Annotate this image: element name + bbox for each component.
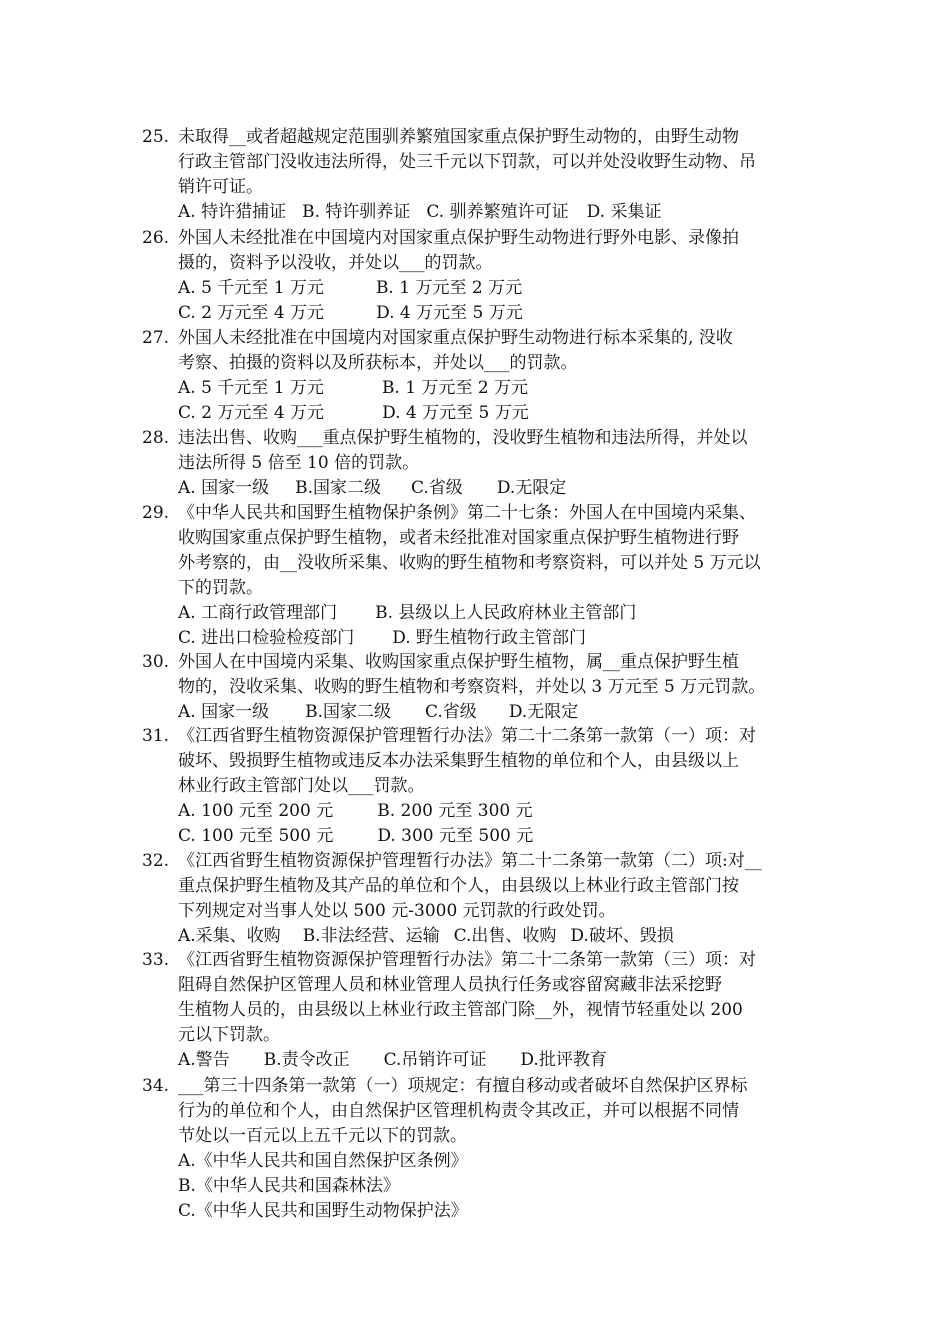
question-stem-line: 《江西省野生植物资源保护管理暂行办法》第二十二条第一款第（二）项:对__	[178, 851, 762, 871]
answer-option: B. 200 元至 300 元	[377, 801, 533, 821]
option-row	[178, 301, 812, 326]
question-item	[142, 724, 812, 849]
question-number: 29.	[142, 503, 170, 523]
answer-option: B.非法经营、运输	[302, 926, 440, 946]
answer-option: C.吊销许可证	[383, 1050, 487, 1070]
answer-option: B.《中华人民共和国森林法》	[178, 1176, 400, 1196]
answer-option: A. 特许猎捕证	[178, 202, 287, 222]
question-number: 32.	[142, 851, 170, 871]
answer-option: A. 5 千元至 1 万元	[178, 278, 324, 298]
answer-option: D.无限定	[508, 702, 579, 722]
question-stem-line: 阻碍自然保护区管理人员和林业管理人员执行任务或容留窝藏非法采挖野	[178, 975, 722, 995]
question-stem-line: 摄的，资料予以没收，并处以___的罚款。	[178, 253, 493, 273]
option-row	[178, 924, 812, 949]
question-stem-line: 违法出售、收购___重点保护野生植物的，没收野生植物和违法所得，并处以	[178, 428, 748, 448]
option-row	[178, 200, 812, 225]
question-number: 26.	[142, 228, 170, 248]
answer-option: D. 4 万元至 5 万元	[382, 403, 529, 423]
question-stem-line: 元以下罚款。	[178, 1025, 280, 1045]
option-row	[178, 476, 812, 501]
answer-option: A. 工商行政管理部门	[178, 603, 338, 623]
question-body	[178, 1074, 812, 1224]
question-stem-line: 销许可证。	[178, 177, 263, 197]
question-stem-line: 重点保护野生植物及其产品的单位和个人，由县级以上林业行政主管部门按	[178, 876, 739, 896]
question-number: 30.	[142, 652, 170, 672]
question-number: 28.	[142, 428, 170, 448]
answer-option: C.省级	[411, 478, 463, 498]
question-stem-line: 《江西省野生植物资源保护管理暂行办法》第二十二条第一款第（三）项：对	[178, 950, 756, 970]
answer-option: A. 100 元至 200 元	[178, 801, 334, 821]
question-stem-line: 林业行政主管部门处以___罚款。	[178, 776, 425, 796]
answer-option: D.无限定	[496, 478, 567, 498]
question-stem-line: 违法所得 5 倍至 10 倍的罚款。	[178, 453, 420, 473]
answer-option: B. 1 万元至 2 万元	[375, 278, 523, 298]
answer-option: D.破坏、毁损	[570, 926, 674, 946]
question-item	[142, 849, 812, 949]
question-stem-line: 外国人未经批准在中国境内对国家重点保护野生动物进行野外电影、录像拍	[178, 228, 739, 248]
answer-option: B.责令改正	[263, 1050, 350, 1070]
answer-option: A. 5 千元至 1 万元	[178, 378, 324, 398]
question-number: 33.	[142, 950, 170, 970]
question-stem-line: 收购国家重点保护野生植物，或者未经批准对国家重点保护野生植物进行野	[178, 528, 739, 548]
question-body	[178, 650, 812, 725]
question-item	[142, 326, 812, 426]
question-number: 27.	[142, 328, 170, 348]
answer-option: C. 2 万元至 4 万元	[178, 303, 325, 323]
answer-option: A. 国家一级	[178, 702, 270, 722]
answer-option: C. 100 元至 500 元	[178, 826, 334, 846]
answer-option: B. 特许驯养证	[302, 202, 411, 222]
question-item	[142, 226, 812, 326]
answer-option: D. 300 元至 500 元	[377, 826, 534, 846]
option-row	[178, 1199, 812, 1224]
question-stem-line: 考察、拍摄的资料以及所获标本，并处以___的罚款。	[178, 353, 578, 373]
question-stem-line: 物的，没收采集、收购的野生植物和考察资料，并处以 3 万元至 5 万元罚款。	[178, 677, 766, 697]
question-item	[142, 1074, 812, 1224]
question-stem-line: 节处以一百元以上五千元以下的罚款。	[178, 1126, 467, 1146]
answer-option: A.警告	[178, 1050, 230, 1070]
question-stem-line: 外国人未经批准在中国境内对国家重点保护野生动物进行标本采集的, 没收	[178, 328, 733, 348]
answer-option: C.省级	[425, 702, 477, 722]
answer-option: C. 驯养繁殖许可证	[426, 202, 569, 222]
question-stem-line: 外考察的，由__没收所采集、收购的野生植物和考察资料，可以并处 5 万元以	[178, 553, 761, 573]
question-stem-line: 行为的单位和个人，由自然保护区管理机构责令其改正，并可以根据不同情	[178, 1101, 739, 1121]
question-stem-line: 生植物人员的，由县级以上林业行政主管部门除__外，视情节轻重处以 200	[178, 1000, 743, 1020]
question-stem-line: 《中华人民共和国野生植物保护条例》第二十七条：外国人在中国境内采集、	[178, 503, 756, 523]
option-row	[178, 626, 812, 651]
question-body	[178, 326, 812, 426]
question-item	[142, 501, 812, 651]
answer-option: D. 采集证	[586, 202, 662, 222]
question-stem-line: 下列规定对当事人处以 500 元-3000 元罚款的行政处罚。	[178, 901, 616, 921]
question-number: 25.	[142, 127, 170, 147]
question-body	[178, 948, 812, 1073]
option-row	[178, 376, 812, 401]
question-stem-line: 《江西省野生植物资源保护管理暂行办法》第二十二条第一款第（一）项：对	[178, 726, 756, 746]
answer-option: A. 国家一级	[178, 478, 270, 498]
answer-option: C. 2 万元至 4 万元	[178, 403, 325, 423]
question-stem-line: 未取得__或者超越规定范围驯养繁殖国家重点保护野生动物的，由野生动物	[178, 127, 739, 147]
option-row	[178, 401, 812, 426]
question-number: 31.	[142, 726, 170, 746]
question-body	[178, 849, 812, 949]
option-row	[178, 1174, 812, 1199]
answer-option: C.出售、收购	[453, 926, 557, 946]
option-row	[178, 1149, 812, 1174]
answer-option: A.《中华人民共和国自然保护区条例》	[178, 1151, 468, 1171]
question-body	[178, 426, 812, 501]
question-body	[178, 125, 812, 225]
option-row	[178, 700, 812, 725]
question-stem-line: ___第三十四条第一款第（一）项规定：有擅自移动或者破坏自然保护区界标	[178, 1076, 748, 1096]
question-stem-line: 行政主管部门没收违法所得，处三千元以下罚款，可以并处没收野生动物、吊	[178, 152, 756, 172]
answer-option: D. 4 万元至 5 万元	[376, 303, 523, 323]
answer-option: B. 1 万元至 2 万元	[381, 378, 529, 398]
question-item	[142, 948, 812, 1073]
question-item	[142, 650, 812, 725]
option-row	[178, 1048, 812, 1073]
answer-option: B. 县级以上人民政府林业主管部门	[375, 603, 637, 623]
question-item	[142, 426, 812, 501]
option-row	[178, 276, 812, 301]
question-stem-line: 破坏、毁损野生植物或违反本办法采集野生植物的单位和个人，由县级以上	[178, 751, 739, 771]
question-body	[178, 724, 812, 849]
option-row	[178, 799, 812, 824]
question-body	[178, 226, 812, 326]
question-item	[142, 125, 812, 225]
answer-option: B.国家二级	[295, 478, 381, 498]
question-stem-line: 外国人在中国境内采集、收购国家重点保护野生植物，属__重点保护野生植	[178, 652, 739, 672]
question-stem-line: 下的罚款。	[178, 578, 263, 598]
option-row	[178, 601, 812, 626]
option-row	[178, 824, 812, 849]
answer-option: C. 进出口检验检疫部门	[178, 628, 355, 648]
answer-option: D. 野生植物行政主管部门	[392, 628, 587, 648]
answer-option: B.国家二级	[305, 702, 391, 722]
question-body	[178, 501, 812, 651]
question-number: 34.	[142, 1076, 170, 1096]
answer-option: D.批评教育	[520, 1050, 607, 1070]
answer-option: A.采集、收购	[178, 926, 281, 946]
answer-option: C.《中华人民共和国野生动物保护法》	[178, 1201, 468, 1221]
